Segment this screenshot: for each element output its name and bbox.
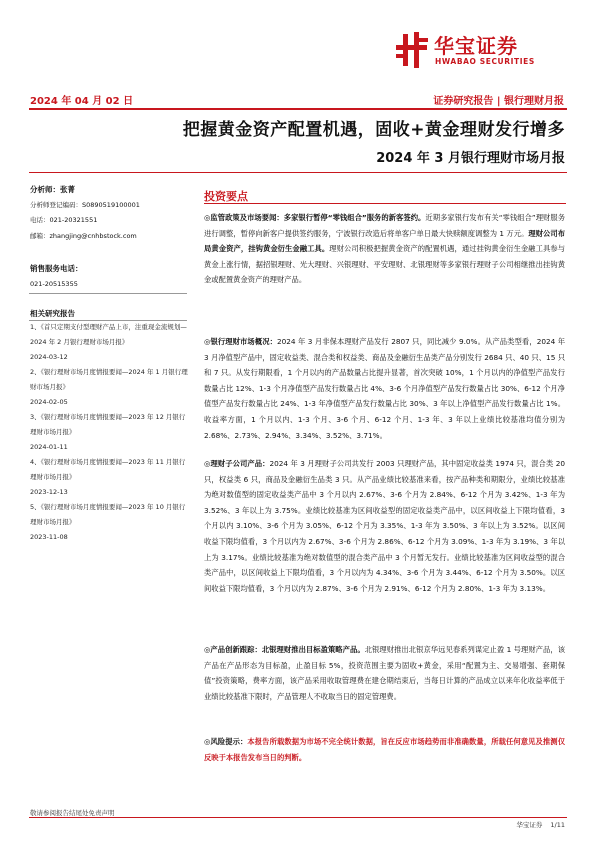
market-overview-body: 2024 年 3 月非保本理财产品发行 2807 只，同比减少 9.0%。从产品类型看，2024 年 3 月净值型产品中，固定收益类、混合类和权益类、商品及金融衍生品类产品分别发行 2684 只、40 只、15 只和 7 只。从发行期限看，1 个月以内的产品数量占比提升显著，首次突破 10%，1 个月以内的净值型产品发行数量占比 12%、1-3 个月净值型产品发行数量占比 4%、3-6 个月净值型产品发行数量占比 30%、6-12 个月净值型产品发行数量占比 24%、1-3 年净值型产品发行数量占比 30%、3 年以上净值型产品发行数量占比 1%。收益率方面，1 个月以内、1-3 个月、3-6 个月、6-12 个月、1-3 年、3 年以上业绩比较基准均值分别为 2.68%、2.73%、2.94%、3.34%、3.52%、3.71%。 [204, 337, 566, 440]
subsidiary-products-body: 2024 年 3 月理财子公司共发行 2003 只理财产品，其中固定收益类 1974 只，混合类 20 只，权益类 6 只，商品及金融衍生品类 3 只。从产品业绩比较基准来看，按产品种类和期限分，业绩比较基准为绝对数值型的固定收益类产品中 3 个月以内 2.67%、3-6 个月为 2.84%、6-12 个月为 3.42%、1-3 年为 3.52%、3 年以上为 3.75%。业绩比较基准为区间收益型的固定收益类产品中，以区间收益上下限均值看，3 个月以内 3.10%、3-6 个月为 3.05%、6-12 个月为 3.35%、1-3 年为 3.50%、3 年以上为 3.52%。以区间收益下限均值看，3 个月以内为 2.67%、3-6 个月为 2.86%、6-12 个月为 3.09%、1-3 年为 3.19%、3 年以上为 3.17%。业绩比较基准为绝对数值型的混合类产品中 3 个月暂无发行。业绩比较基准为区间收益型的混合类产品中，以区间收益上下限均值看，3 个月以内为 4.34%、3-6 个月为 3.44%、6-12 个月为 3.50%。以区间收益下限均值看，3 个月以内为 2.87%、3-6 个月为 2.91%、6-12 个月为 2.80%、1-3 年为 3.13%。 [204, 459, 565, 593]
footer-info [516, 820, 565, 829]
policy-news-lead: ◎监管政策及市场要闻：多家银行暂停“零钱组合”服务的新客签约。 [204, 213, 426, 222]
product-innovation-paragraph [204, 642, 565, 704]
sales-phone: 021-20515355 [30, 280, 78, 288]
market-overview-lead: ◎银行理财市场概况： [204, 337, 277, 346]
risk-warning-lead: ◎风险提示： [204, 737, 248, 746]
product-innovation-lead: ◎产品创新跟踪：北银理财推出目标盈策略产品。 [204, 645, 365, 654]
policy-news-paragraph [204, 210, 565, 288]
related-report-item[interactable] [30, 365, 190, 410]
report-category: 证券研究报告 | 银行理财月报 [433, 96, 564, 107]
risk-warning-paragraph [204, 734, 565, 765]
related-report-text: 2、《银行理财市场月度情报要闻—2024 年 1 月银行理财市场月报》 [30, 368, 188, 391]
header-divider [29, 108, 567, 110]
related-report-date: 2023-11-08 [30, 533, 68, 541]
hwabao-logo-icon [394, 28, 430, 70]
section-divider [204, 203, 566, 204]
footer-brand: 华宝证券 [516, 821, 543, 829]
related-reports-list [30, 320, 190, 545]
company-logo [394, 28, 574, 76]
related-report-date: 2024-01-11 [30, 443, 68, 451]
logo-en-text: HWABAO SECURITIES [435, 57, 535, 66]
related-report-date: 2023-12-13 [30, 488, 68, 496]
section-title: 投资要点 [204, 190, 248, 203]
policy-news-body-2: 理财公司积极把握黄金资产的配置机遇，通过挂钩黄金衍生金融工具参与黄金上涨行情，据招银理财、光大理财、兴银理财、平安理财、北银理财等多家银行理财子公司相继推出挂钩黄金或配置黄金资产的理财产品。 [204, 244, 566, 285]
related-report-item[interactable] [30, 455, 190, 500]
subsidiary-products-lead: ◎理财子公司产品： [204, 459, 270, 468]
related-report-item[interactable] [30, 410, 190, 455]
related-report-text: 5、《银行理财市场月度情报要闻—2023 年 10 月银行理财市场月报》 [30, 503, 186, 526]
page-number: 1/11 [550, 821, 565, 829]
related-report-text: 4、《银行理财市场月度情报要闻—2023 年 11 月银行理财市场月报》 [30, 458, 186, 481]
sales-divider [29, 293, 187, 294]
related-report-date: 2024-03-12 [30, 353, 68, 361]
analyst-name: 分析师：张菁 [30, 185, 75, 194]
product-innovation-body: 北银理财推出北银京华远见春系列谋定止盈 1 号理财产品，该产品在产品形态为目标盈，止盈目标 5%，投资范围主要为固收+黄金，采用“配置为主、交易增强、套期保值”投资策略，费率方面，该产品采用收取管理费在建仓期结束后，当每日计算的产品成立以来年化收益率低于业绩比较基准下限时，产品管理人不收取当日的固定管理费。 [204, 645, 566, 701]
report-date: 2024 年 04 月 02 日 [30, 96, 134, 107]
related-report-item[interactable] [30, 500, 190, 545]
policy-news-body: 近期多家银行发布有关“零钱组合”理财服务进行调整，暂停向新客户提供签约服务，宁波银行改造后将单客户单日最大快赎额度调整为 1 万元。 [204, 213, 565, 238]
report-subtitle: 2024 年 3 月银行理财市场月报 [376, 151, 565, 166]
related-report-date: 2024-02-05 [30, 398, 68, 406]
subsidiary-products-paragraph [204, 456, 565, 596]
logo-cn-text: 华宝证券 [434, 34, 518, 58]
report-title: 把握黄金资产配置机遇，固收+黄金理财发行增多 [182, 120, 565, 140]
related-report-text: 3、《银行理财市场月度情报要闻—2023 年 12 月银行理财市场月报》 [30, 413, 186, 436]
risk-warning-body: 本报告所载数据为市场不完全统计数据，旨在反应市场趋势而非准确数量，所载任何意见及推测仅反映于本报告发布当日的判断。 [204, 737, 565, 762]
analyst-phone: 电话：021-20321551 [30, 216, 98, 224]
related-report-item[interactable] [30, 320, 190, 365]
policy-news-highlight: 理财公司布局黄金资产，挂钩黄金衍生金融工具。 [204, 228, 566, 254]
analyst-cert: 分析师登记编码：S0890519100001 [30, 201, 140, 209]
sales-label: 销售服务电话： [30, 264, 83, 273]
analyst-email[interactable]: 邮箱：zhangjing@cnhbstock.com [30, 232, 137, 240]
disclaimer-note: 敬请参阅报告结尾处免责声明 [30, 809, 115, 817]
related-reports-title: 相关研究报告 [30, 309, 75, 318]
market-overview-paragraph [204, 334, 565, 443]
footer-divider [29, 817, 567, 818]
subtitle-divider [29, 172, 567, 173]
related-report-text: 1、《首只定期支付型理财产品上市，注重现金流规划—2024 年 2 月银行理财市场月报》 [30, 323, 187, 346]
